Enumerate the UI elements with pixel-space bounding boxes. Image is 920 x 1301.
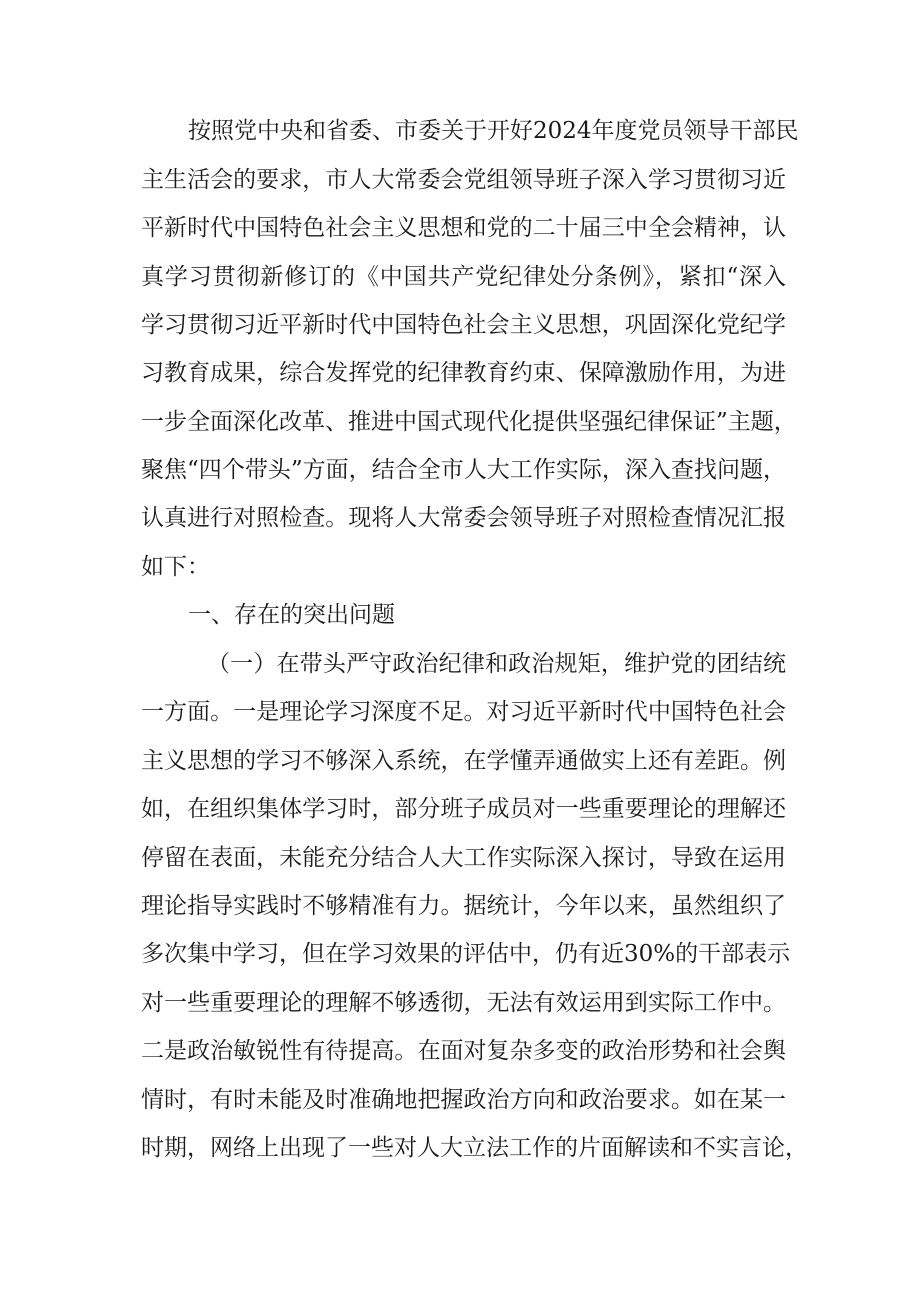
paragraph-line: 一方面。一是理论学习深度不足。对习近平新时代中国特色社会 bbox=[141, 699, 786, 725]
paragraph-line: 认真进行对照检查。现将人大常委会领导班子对照检查情况汇报 bbox=[141, 505, 786, 531]
paragraph-line: 真学习贯彻新修订的《中国共产党纪律处分条例》，紧扣“深入 bbox=[141, 264, 786, 290]
paragraph-line: 理论指导实践时不够精准有力。据统计，今年以来，虽然组织了 bbox=[141, 893, 786, 919]
paragraph-line: 按照党中央和省委、市委关于开好2024年度党员领导干部民 bbox=[188, 118, 799, 144]
paragraph-line: 主义思想的学习不够深入系统，在学懂弄通做实上还有差距。例 bbox=[141, 748, 786, 774]
paragraph-line: 如，在组织集体学习时，部分班子成员对一些重要理论的理解还 bbox=[141, 796, 786, 822]
paragraph-line: 停留在表面，未能充分结合人大工作实际深入探讨，导致在运用 bbox=[141, 845, 786, 871]
paragraph-line: 学习贯彻习近平新时代中国特色社会主义思想，巩固深化党纪学 bbox=[141, 312, 786, 338]
subsection-heading: （一）在带头严守政治纪律和政治规矩，维护党的团结统 bbox=[207, 651, 786, 677]
paragraph-line: 如下： bbox=[141, 554, 210, 580]
paragraph-line: 情时，有时未能及时准确地把握政治方向和政治要求。如在某一 bbox=[141, 1087, 786, 1113]
paragraph-line: 主生活会的要求，市人大常委会党组领导班子深入学习贯彻习近 bbox=[141, 167, 786, 193]
paragraph-line: 二是政治敏锐性有待提高。在面对复杂多变的政治形势和社会舆 bbox=[141, 1038, 786, 1064]
paragraph-line: 聚焦“四个带头”方面，结合全市人大工作实际，深入查找问题， bbox=[141, 457, 786, 483]
paragraph-line: 时期，网络上出现了一些对人大立法工作的片面解读和不实言论， bbox=[141, 1135, 808, 1161]
section-heading: 一、存在的突出问题 bbox=[188, 602, 395, 628]
paragraph-line: 多次集中学习，但在学习效果的评估中，仍有近30%的干部表示 bbox=[141, 941, 791, 967]
paragraph-line: 一步全面深化改革、推进中国式现代化提供坚强纪律保证”主题， bbox=[141, 409, 797, 435]
paragraph-line: 平新时代中国特色社会主义思想和党的二十届三中全会精神，认 bbox=[141, 215, 786, 241]
paragraph-line: 对一些重要理论的理解不够透彻，无法有效运用到实际工作中。 bbox=[141, 990, 786, 1016]
paragraph-line: 习教育成果，综合发挥党的纪律教育约束、保障激励作用，为进 bbox=[141, 360, 786, 386]
